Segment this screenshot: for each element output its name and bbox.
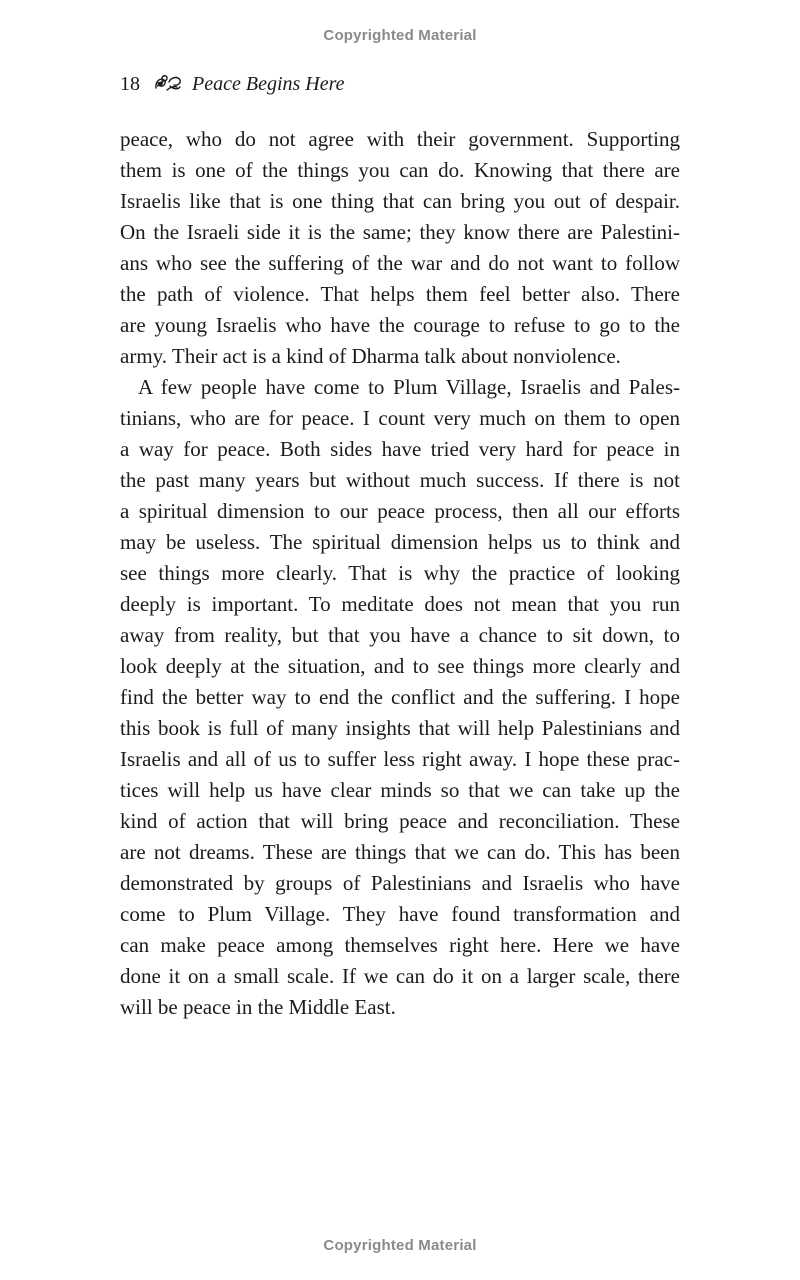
text-line: deeply is important. To meditate does not mean that you run [120,592,680,616]
text-line: are young Israelis who have the courage to refuse to go to the [120,313,680,337]
running-head [120,71,345,97]
floral-ornament-icon [153,74,183,92]
text-line: see things more clearly. That is why the practice of looking [120,561,680,585]
text-line: tinians, who are for peace. I count very much on them to open [120,406,680,430]
text-line: them is one of the things you can do. Knowing that there are [120,158,680,182]
text-line: a spiritual dimension to our peace process, then all our efforts [120,499,680,523]
paragraph-2 [120,372,680,1023]
copyright-watermark-top: Copyrighted Material [323,27,477,44]
text-line: Israelis and all of us to suffer less right away. I hope these prac- [120,747,680,771]
text-line: army. Their act is a kind of Dharma talk about nonviolence. [120,344,621,368]
text-line: come to Plum Village. They have found transformation and [120,902,680,926]
text-line: will be peace in the Middle East. [120,995,396,1019]
text-line: are not dreams. These are things that we can do. This has been [120,840,680,864]
text-line: Israelis like that is one thing that can bring you out of despair. [120,189,680,213]
paragraph-1 [120,124,680,372]
text-line: the path of violence. That helps them feel better also. There [120,282,680,306]
text-line: this book is full of many insights that will help Palestinians and [120,716,680,740]
text-line: may be useless. The spiritual dimension helps us to think and [120,530,680,554]
text-line: tices will help us have clear minds so that we can take up the [120,778,680,802]
text-line: ans who see the suffering of the war and do not want to follow [120,251,680,275]
text-line: done it on a small scale. If we can do it on a larger scale, there [120,964,680,988]
text-line: On the Israeli side it is the same; they know there are Palestini- [120,220,680,244]
text-line: A few people have come to Plum Village, Israelis and Pales- [138,375,680,399]
text-line: demonstrated by groups of Palestinians and Israelis who have [120,871,680,895]
text-line: the past many years but without much success. If there is not [120,468,680,492]
text-line: kind of action that will bring peace and reconciliation. These [120,809,680,833]
body-text [120,124,680,1023]
text-line: a way for peace. Both sides have tried very hard for peace in [120,437,680,461]
page-number: 18 [120,73,140,95]
text-line: can make peace among themselves right here. Here we have [120,933,680,957]
text-line: find the better way to end the conflict and the suffering. I hope [120,685,680,709]
copyright-watermark-bottom: Copyrighted Material [323,1237,477,1254]
text-line: peace, who do not agree with their government. Supporting [120,127,680,151]
text-line: look deeply at the situation, and to see things more clearly and [120,654,680,678]
book-title: Peace Begins Here [192,73,345,95]
text-line: away from reality, but that you have a chance to sit down, to [120,623,680,647]
